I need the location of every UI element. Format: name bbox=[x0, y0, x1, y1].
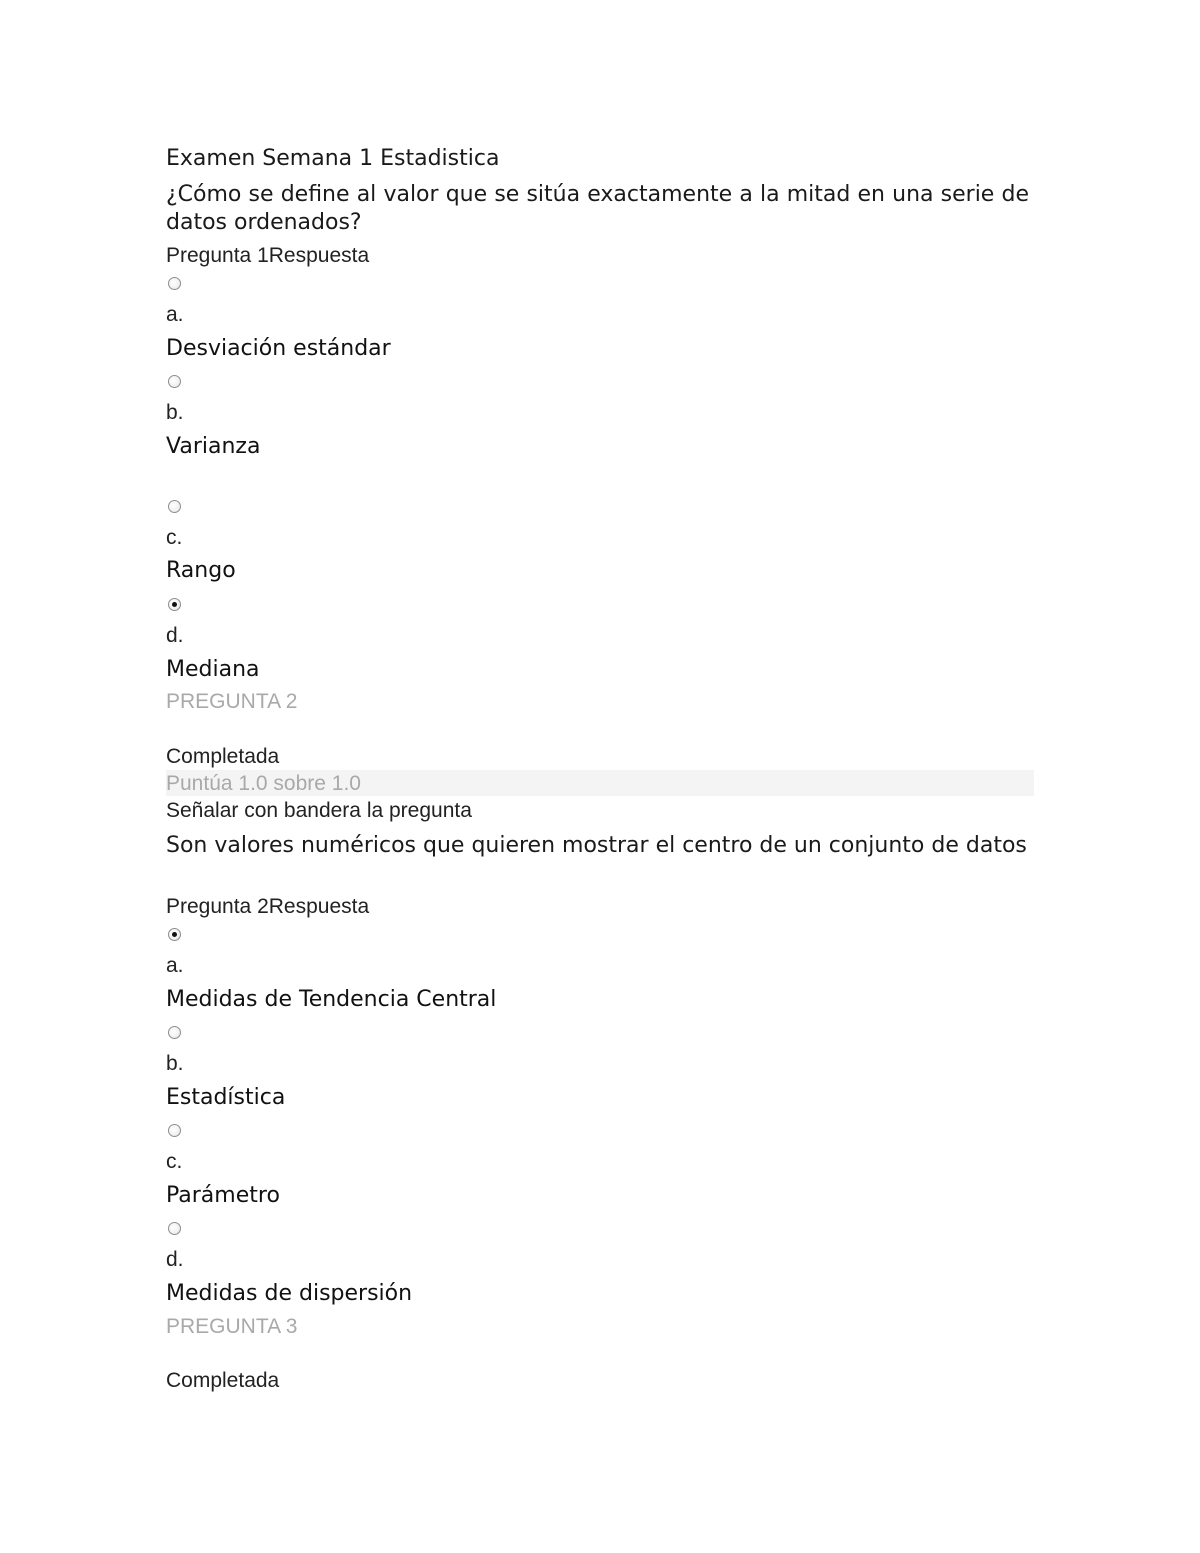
question-2-header: PREGUNTA 2 bbox=[166, 690, 298, 713]
q1-option-b-letter: b. bbox=[166, 401, 184, 424]
q1-option-b-text: Varianza bbox=[166, 434, 261, 459]
question-2-status: Completada bbox=[166, 745, 280, 768]
q2-option-d-text: Medidas de dispersión bbox=[166, 1281, 413, 1306]
question-3-header: PREGUNTA 3 bbox=[166, 1315, 298, 1338]
exam-title: Examen Semana 1 Estadistica bbox=[166, 146, 500, 171]
q1-option-d-radio[interactable] bbox=[168, 598, 181, 611]
question-2-text: Son valores numéricos que quieren mostrar el centro de un conjunto de datos bbox=[166, 833, 1027, 858]
q2-option-d-letter: d. bbox=[166, 1248, 184, 1271]
q1-option-c-text: Rango bbox=[166, 558, 236, 583]
q1-option-d-text: Mediana bbox=[166, 657, 260, 682]
q1-option-c-letter: c. bbox=[166, 526, 183, 549]
question-1-text: ¿Cómo se define al valor que se sitúa exactamente a la mitad en una serie de datos ordenados? bbox=[166, 182, 1029, 235]
q1-option-a-radio[interactable] bbox=[168, 277, 181, 290]
flag-question-link[interactable]: Señalar con bandera la pregunta bbox=[166, 799, 472, 822]
question-1-label: Pregunta 1Respuesta bbox=[166, 244, 370, 267]
q1-option-d-letter: d. bbox=[166, 624, 184, 647]
q2-option-c-radio[interactable] bbox=[168, 1124, 181, 1137]
q2-option-a-radio[interactable] bbox=[168, 928, 181, 941]
q2-option-b-text: Estadística bbox=[166, 1085, 286, 1110]
question-3-status: Completada bbox=[166, 1369, 280, 1392]
q2-option-a-letter: a. bbox=[166, 954, 184, 977]
q1-option-a-letter: a. bbox=[166, 303, 184, 326]
q1-option-b-radio[interactable] bbox=[168, 375, 181, 388]
q2-option-c-text: Parámetro bbox=[166, 1183, 280, 1208]
q2-option-b-radio[interactable] bbox=[168, 1026, 181, 1039]
question-2-label: Pregunta 2Respuesta bbox=[166, 895, 370, 918]
q2-option-b-letter: b. bbox=[166, 1052, 184, 1075]
q2-option-d-radio[interactable] bbox=[168, 1222, 181, 1235]
q1-option-c-radio[interactable] bbox=[168, 500, 181, 513]
q1-option-a-text: Desviación estándar bbox=[166, 336, 391, 361]
question-2-score: Puntúa 1.0 sobre 1.0 bbox=[166, 772, 361, 795]
q2-option-a-text: Medidas de Tendencia Central bbox=[166, 987, 497, 1012]
q2-option-c-letter: c. bbox=[166, 1150, 183, 1173]
